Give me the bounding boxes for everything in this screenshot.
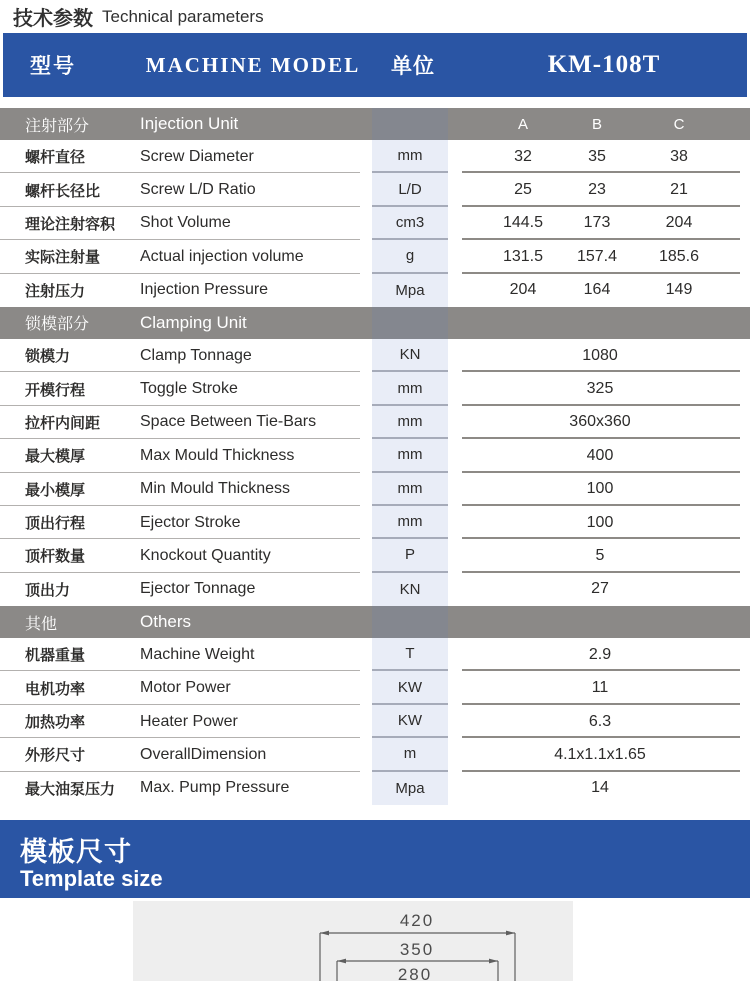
template-size-banner bbox=[0, 820, 750, 898]
column-header-b: B bbox=[591, 115, 602, 133]
row-label-en: Machine Weight bbox=[140, 645, 255, 663]
row-value-b: 23 bbox=[588, 181, 606, 199]
unit-column-label: 单位 bbox=[391, 54, 435, 78]
table-row bbox=[0, 439, 750, 472]
row-label-en: Ejector Tonnage bbox=[140, 580, 256, 598]
row-unit: mm bbox=[372, 140, 448, 173]
table-row bbox=[0, 173, 750, 206]
table-row bbox=[0, 772, 750, 805]
banner-title-en: Template size bbox=[20, 866, 163, 891]
row-label-en: Actual injection volume bbox=[140, 247, 304, 265]
model-label-en: MACHINE MODEL bbox=[145, 52, 361, 77]
section-label-en: Clamping Unit bbox=[140, 312, 247, 332]
row-label-cn: 拉杆内间距 bbox=[25, 414, 101, 432]
table-row bbox=[0, 705, 750, 738]
row-unit: Mpa bbox=[372, 772, 448, 805]
row-label-cn: 注射压力 bbox=[25, 282, 86, 300]
row-label-cn: 电机功率 bbox=[25, 680, 86, 698]
row-label-en: OverallDimension bbox=[140, 745, 267, 763]
row-unit: mm bbox=[372, 439, 448, 472]
row-value-c: 149 bbox=[665, 281, 693, 299]
row-label-cn: 螺杆长径比 bbox=[25, 182, 101, 200]
row-value: 14 bbox=[591, 779, 609, 797]
row-unit: cm3 bbox=[372, 207, 448, 240]
row-label-en: Max Mould Thickness bbox=[140, 446, 295, 464]
row-value-c: 204 bbox=[665, 214, 693, 232]
row-unit: m bbox=[372, 738, 448, 771]
section-header-injection bbox=[0, 108, 750, 140]
row-label-cn: 理论注射容积 bbox=[25, 215, 116, 233]
row-value: 400 bbox=[586, 446, 614, 464]
row-label-en: Space Between Tie-Bars bbox=[140, 413, 317, 431]
row-label-cn: 外形尺寸 bbox=[25, 747, 86, 765]
section-header-others bbox=[0, 606, 750, 638]
row-label-en: Screw L/D Ratio bbox=[140, 181, 256, 199]
row-label-en: Motor Power bbox=[140, 679, 231, 697]
row-value: 5 bbox=[595, 546, 605, 564]
row-value-a: 25 bbox=[514, 181, 532, 199]
column-header-c: C bbox=[673, 115, 685, 133]
model-value: KM-108T bbox=[547, 51, 661, 78]
row-label-en: Min Mould Thickness bbox=[140, 480, 290, 498]
row-label-en: Clamp Tonnage bbox=[140, 346, 252, 364]
row-label-en: Screw Diameter bbox=[140, 147, 254, 165]
row-label-en: Knockout Quantity bbox=[140, 546, 271, 564]
dimension-drawing bbox=[133, 901, 573, 981]
row-unit: g bbox=[372, 240, 448, 273]
row-value: 11 bbox=[591, 679, 609, 697]
section-label-cn: 注射部分 bbox=[25, 117, 90, 135]
row-label-cn: 加热功率 bbox=[25, 714, 86, 732]
table-row bbox=[0, 506, 750, 539]
row-label-en: Shot Volume bbox=[140, 214, 231, 232]
row-value: 2.9 bbox=[588, 645, 612, 663]
row-label-cn: 顶出力 bbox=[25, 581, 71, 599]
row-value: 100 bbox=[586, 513, 614, 531]
row-value-c: 21 bbox=[670, 181, 688, 199]
row-label-cn: 锁模力 bbox=[25, 348, 71, 366]
dimension-label-outer: 420 bbox=[399, 911, 435, 930]
table-row bbox=[0, 473, 750, 506]
page-title-en: Technical parameters bbox=[102, 6, 264, 26]
table-row bbox=[0, 274, 750, 307]
row-unit: L/D bbox=[372, 173, 448, 206]
row-label-cn: 螺杆直径 bbox=[25, 149, 86, 167]
dimension-label-inner: 280 bbox=[397, 965, 433, 981]
table-row bbox=[0, 671, 750, 704]
row-label-en: Injection Pressure bbox=[140, 281, 269, 299]
page-title bbox=[13, 0, 264, 33]
row-value-a: 32 bbox=[514, 147, 532, 165]
row-value-b: 157.4 bbox=[576, 247, 618, 265]
row-unit: KN bbox=[372, 573, 448, 606]
row-label-cn: 顶杆数量 bbox=[25, 548, 86, 566]
table-row bbox=[0, 339, 750, 372]
row-value-c: 38 bbox=[670, 147, 688, 165]
table-row bbox=[0, 406, 750, 439]
row-label-en: Max. Pump Pressure bbox=[140, 779, 290, 797]
row-label-en: Toggle Stroke bbox=[140, 380, 238, 398]
section-label-en: Others bbox=[140, 612, 192, 632]
row-value-c: 185.6 bbox=[658, 247, 700, 265]
table-row bbox=[0, 539, 750, 572]
row-unit: P bbox=[372, 539, 448, 572]
row-value: 325 bbox=[586, 380, 614, 398]
row-value: 100 bbox=[586, 480, 614, 498]
section-label-en: Injection Unit bbox=[140, 114, 239, 133]
table-row bbox=[0, 140, 750, 173]
row-value-b: 173 bbox=[583, 214, 611, 232]
row-label-cn: 顶出行程 bbox=[25, 515, 86, 533]
row-label-cn: 最大模厚 bbox=[25, 448, 86, 466]
column-header-a: A bbox=[517, 115, 528, 133]
row-label-cn: 最大油泵压力 bbox=[25, 780, 116, 798]
spec-table bbox=[0, 108, 750, 805]
row-value: 27 bbox=[591, 580, 609, 598]
row-unit: KW bbox=[372, 705, 448, 738]
row-value: 1080 bbox=[582, 346, 618, 364]
row-unit: mm bbox=[372, 372, 448, 405]
section-header-clamping bbox=[0, 307, 750, 339]
row-label-cn: 实际注射量 bbox=[25, 249, 101, 267]
row-value-a: 131.5 bbox=[502, 247, 544, 265]
row-label-cn: 最小模厚 bbox=[25, 481, 86, 499]
table-row bbox=[0, 372, 750, 405]
table-row bbox=[0, 638, 750, 671]
row-value-a: 144.5 bbox=[502, 214, 544, 232]
page-title-cn: 技术参数 bbox=[13, 8, 93, 30]
row-value: 360x360 bbox=[569, 413, 631, 431]
row-unit: Mpa bbox=[372, 274, 448, 307]
row-unit: KW bbox=[372, 671, 448, 704]
row-value: 4.1x1.1x1.65 bbox=[554, 745, 646, 763]
table-row bbox=[0, 573, 750, 606]
row-label-en: Ejector Stroke bbox=[140, 513, 241, 531]
template-dimension-diagram bbox=[133, 901, 573, 981]
section-label-cn: 锁模部分 bbox=[25, 316, 90, 334]
model-label-cn: 型号 bbox=[30, 54, 76, 78]
row-label-en: Heater Power bbox=[140, 712, 238, 730]
table-row bbox=[0, 207, 750, 240]
model-header-bar bbox=[3, 33, 747, 97]
row-value-b: 164 bbox=[583, 281, 611, 299]
banner-title-cn: 模板尺寸 bbox=[20, 837, 132, 867]
row-value: 6.3 bbox=[588, 712, 612, 730]
dimension-label-mid: 350 bbox=[399, 940, 435, 959]
row-label-cn: 机器重量 bbox=[25, 647, 86, 665]
row-label-cn: 开模行程 bbox=[25, 381, 86, 399]
row-unit: mm bbox=[372, 473, 448, 506]
table-row bbox=[0, 240, 750, 273]
row-value-a: 204 bbox=[509, 281, 537, 299]
table-row bbox=[0, 738, 750, 771]
row-unit: mm bbox=[372, 406, 448, 439]
row-unit: T bbox=[372, 638, 448, 671]
row-unit: mm bbox=[372, 506, 448, 539]
row-unit: KN bbox=[372, 339, 448, 372]
section-label-cn: 其他 bbox=[25, 615, 58, 633]
row-value-b: 35 bbox=[588, 147, 606, 165]
